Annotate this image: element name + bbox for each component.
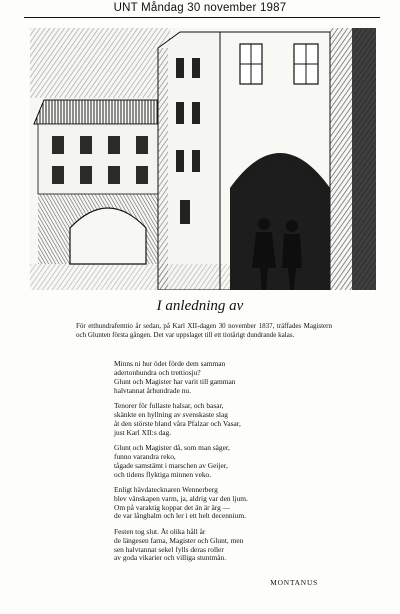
poem-line: Glunt och Magister har varit till gamman xyxy=(114,376,236,386)
poem-line: Glunt och Magister då, som man säger, xyxy=(114,442,230,452)
poem-stanza xyxy=(114,528,338,564)
poem-line: halvtannat århundrade nu. xyxy=(114,385,191,395)
poem-stanza xyxy=(114,486,338,522)
street-illustration xyxy=(30,28,376,290)
masthead-rule xyxy=(24,17,380,18)
poem-line: adertonhundra och trettiosju? xyxy=(114,367,201,377)
poem-line: de längesen farna, Magister och Glunt, men xyxy=(114,535,244,545)
poem-line: Festen tog slut. Åt olika håll år xyxy=(114,526,206,536)
poem-stanza xyxy=(114,360,338,396)
poem-line: Tenorer för fullaste halsar, och basar, xyxy=(114,400,224,410)
poem xyxy=(114,360,338,570)
intro-paragraph: För etthundrafemtio år sedan, på Karl XII-dagen 30 november 1837, träffades Magistern och Glunten första gången. Det var uppslaget till ett tiotårigt dundrande kalas. xyxy=(76,322,332,339)
masthead: UNT Måndag 30 november 1987 xyxy=(113,2,287,14)
poem-line: och tidens flyktiga minnen veko. xyxy=(114,469,212,479)
headline: I anledning av xyxy=(156,298,244,314)
poem-line: sen halvtannat sekel fylls deras roller xyxy=(114,544,224,554)
poem-line: åt den störste bland våra Pfalzar och Vasar, xyxy=(114,418,241,428)
poem-line: just Karl XII:s dag. xyxy=(114,427,172,437)
poem-line: Enligt hävdatecknaren Wennerberg xyxy=(114,484,218,494)
poem-line: blev vänskapen varm, ja, aldrig var den ljum. xyxy=(114,493,248,503)
author-signature: MONTANUS xyxy=(270,578,318,587)
poem-line: de var långhalm och ler i ett helt decennium. xyxy=(114,511,246,521)
poem-stanza xyxy=(114,444,338,480)
poem-line: Minns ni hur ödet förde dem samman xyxy=(114,359,226,368)
poem-line: av goda vikarier och villiga stuntmän. xyxy=(114,553,227,563)
poem-line: tågade samstämt i marschen av Geijer, xyxy=(114,460,228,470)
poem-line: Om på varaktig koppar det än är ärg — xyxy=(114,502,231,512)
poem-stanza xyxy=(114,402,338,438)
poem-line: skänkte en hyllning av svenskaste slag xyxy=(114,409,228,419)
poem-line: funno varandra reko, xyxy=(114,451,176,461)
